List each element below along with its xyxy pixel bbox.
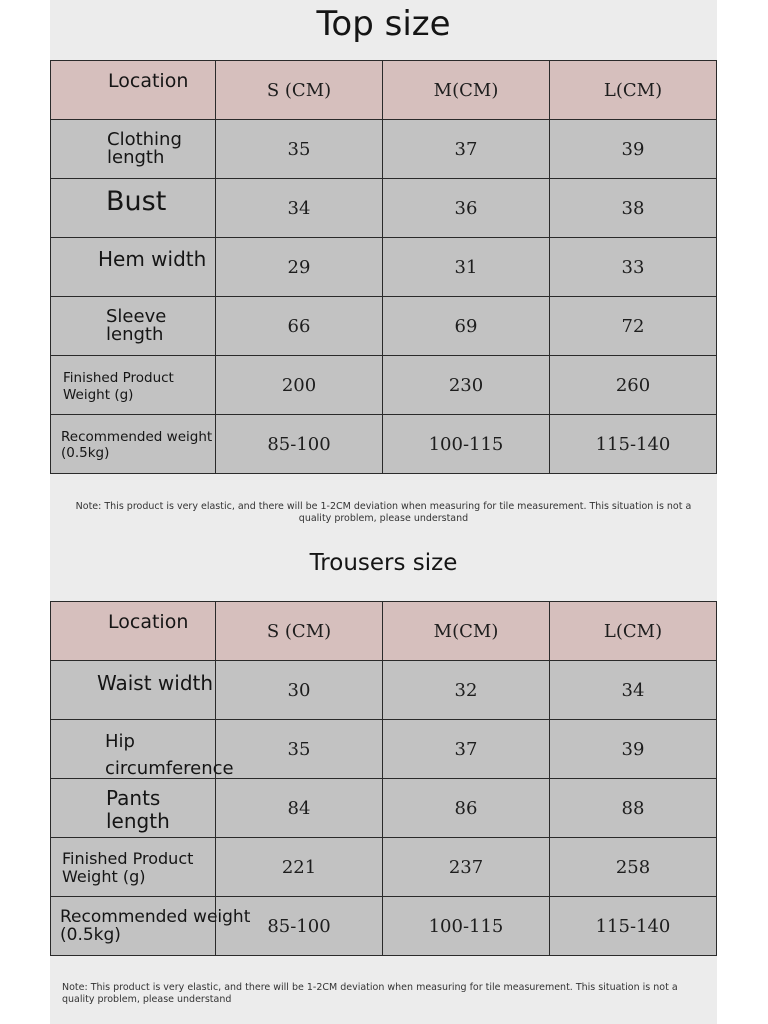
table-header-row bbox=[51, 61, 717, 120]
table-row bbox=[51, 838, 717, 897]
cell-m: 230 bbox=[383, 356, 550, 415]
row-label: Bust bbox=[51, 179, 216, 238]
cell-s: 34 bbox=[216, 179, 383, 238]
cell-l: 33 bbox=[550, 238, 717, 297]
top-size-title: Top size bbox=[316, 4, 451, 44]
header-size-m: M(CM) bbox=[383, 602, 550, 661]
row-label: Clothing length bbox=[51, 120, 216, 179]
cell-l: 39 bbox=[550, 120, 717, 179]
table-row bbox=[51, 415, 717, 474]
cell-m: 37 bbox=[383, 120, 550, 179]
cell-l: 115-140 bbox=[550, 897, 717, 956]
header-size-l: L(CM) bbox=[550, 602, 717, 661]
table-row bbox=[51, 897, 717, 956]
cell-l: 39 bbox=[550, 720, 717, 779]
trousers-size-note: Note: This product is very elastic, and there will be 1-2CM deviation when measuring for tile measurement. This situation is not a quality problem, please understand bbox=[62, 982, 678, 1005]
cell-m: 100-115 bbox=[383, 897, 550, 956]
trousers-size-title: Trousers size bbox=[309, 550, 458, 576]
row-label: Recommended weight (0.5kg) bbox=[51, 897, 216, 956]
cell-s: 66 bbox=[216, 297, 383, 356]
cell-s: 221 bbox=[216, 838, 383, 897]
cell-s: 200 bbox=[216, 356, 383, 415]
table-row bbox=[51, 356, 717, 415]
cell-m: 31 bbox=[383, 238, 550, 297]
table-row bbox=[51, 120, 717, 179]
table-row bbox=[51, 297, 717, 356]
row-label: Waist width bbox=[51, 661, 216, 720]
cell-s: 84 bbox=[216, 779, 383, 838]
table-row bbox=[51, 720, 717, 779]
table-row bbox=[51, 661, 717, 720]
cell-l: 115-140 bbox=[550, 415, 717, 474]
table-row bbox=[51, 179, 717, 238]
header-size-l: L(CM) bbox=[550, 61, 717, 120]
cell-s: 35 bbox=[216, 120, 383, 179]
row-label: Recommended weight (0.5kg) bbox=[51, 415, 216, 474]
top-size-note: Note: This product is very elastic, and there will be 1-2CM deviation when measuring for tile measurement. This situation is not a quality problem, please understand bbox=[75, 501, 692, 524]
cell-m: 100-115 bbox=[383, 415, 550, 474]
header-location: Location bbox=[51, 61, 216, 120]
row-label: Hem width bbox=[51, 238, 216, 297]
trousers-size-table bbox=[50, 601, 717, 956]
cell-m: 69 bbox=[383, 297, 550, 356]
cell-m: 237 bbox=[383, 838, 550, 897]
cell-s: 85-100 bbox=[216, 897, 383, 956]
cell-m: 37 bbox=[383, 720, 550, 779]
cell-s: 29 bbox=[216, 238, 383, 297]
cell-l: 258 bbox=[550, 838, 717, 897]
cell-s: 30 bbox=[216, 661, 383, 720]
cell-m: 32 bbox=[383, 661, 550, 720]
row-label: Hip circumference bbox=[51, 720, 216, 779]
table-row bbox=[51, 238, 717, 297]
cell-m: 86 bbox=[383, 779, 550, 838]
table-row bbox=[51, 779, 717, 838]
row-label: Finished Product Weight (g) bbox=[51, 838, 216, 897]
cell-l: 34 bbox=[550, 661, 717, 720]
cell-s: 35 bbox=[216, 720, 383, 779]
table-header-row bbox=[51, 602, 717, 661]
row-label: Finished Product Weight (g) bbox=[51, 356, 216, 415]
header-size-m: M(CM) bbox=[383, 61, 550, 120]
row-label: Pants length bbox=[51, 779, 216, 838]
cell-m: 36 bbox=[383, 179, 550, 238]
cell-l: 72 bbox=[550, 297, 717, 356]
cell-l: 88 bbox=[550, 779, 717, 838]
row-label: Sleeve length bbox=[51, 297, 216, 356]
cell-l: 38 bbox=[550, 179, 717, 238]
header-size-s: S (CM) bbox=[216, 602, 383, 661]
top-size-table bbox=[50, 60, 717, 474]
cell-l: 260 bbox=[550, 356, 717, 415]
header-size-s: S (CM) bbox=[216, 61, 383, 120]
cell-s: 85-100 bbox=[216, 415, 383, 474]
header-location: Location bbox=[51, 602, 216, 661]
